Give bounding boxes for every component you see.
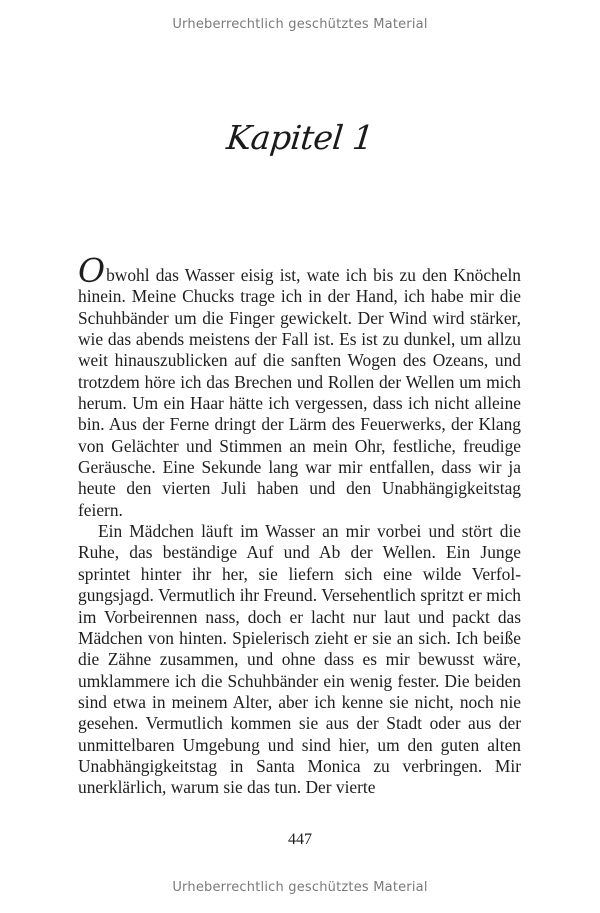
chapter-body [78, 251, 521, 799]
copyright-watermark-top: Urheberrechtlich geschütztes Material [172, 17, 428, 32]
drop-cap: O [78, 251, 106, 290]
chapter-title: Kapitel 1 [224, 118, 376, 157]
copyright-watermark-bottom: Urheberrechtlich geschütztes Material [172, 880, 428, 895]
paragraph-1 [78, 251, 521, 521]
paragraph-1-text: bwohl das Wasser eisig ist, wate ich bis zu den Knöcheln hinein. Meine Chucks trage ich in der Hand, ich habe mir die Schuhbänder um die Finger gewickelt. Der Wind wird stärker, wie das abends meistens der Fall ist. Es ist zu dunkel, um allzu weit hinauszublicken auf die sanften Wogen des Ozeans, und trotzdem höre ich das Brechen und Rollen der Wellen um mich herum. Um ein Haar hätte ich vergessen, dass ich nicht alleine bin. Aus der Ferne dringt der Lärm des Feuerwerks, der Klang von Gelächter und Stimmen an mein Ohr, festliche, freudige Geräusche. Eine Sekunde lang war mir entfallen, dass wir ja heute den vierten Juli haben und den Unabhängigkeitstag feiern. [78, 265, 521, 520]
paragraph-2: Ein Mädchen läuft im Wasser an mir vorbei und stört die Ruhe, das beständige Auf und Ab der Wellen. Ein Junge sprintet hinter ihr her, sie liefern sich eine wilde Verfolgungsjagd. Vermutlich ihr Freund. Versehentlich spritzt er mich im Vorbeirennen nass, doch er lacht nur laut und packt das Mädchen von hinten. Spielerisch zieht er sie an sich. Ich beiße die Zähne zusammen, und ohne dass es mir bewusst wäre, umklammere ich die Schuhbänder ein wenig fester. Die beiden sind etwa in meinem Alter, aber ich kenne sie nicht, noch nie gesehen. Vermutlich kommen sie aus der Stadt oder aus der unmittelbaren Umgebung und sind hier, um den guten alten Unabhängigkeitstag in Santa Monica zu verbringen. Mir unerklärlich, warum sie das tun. Der vierte [78, 521, 521, 798]
page-number: 447 [288, 831, 312, 848]
